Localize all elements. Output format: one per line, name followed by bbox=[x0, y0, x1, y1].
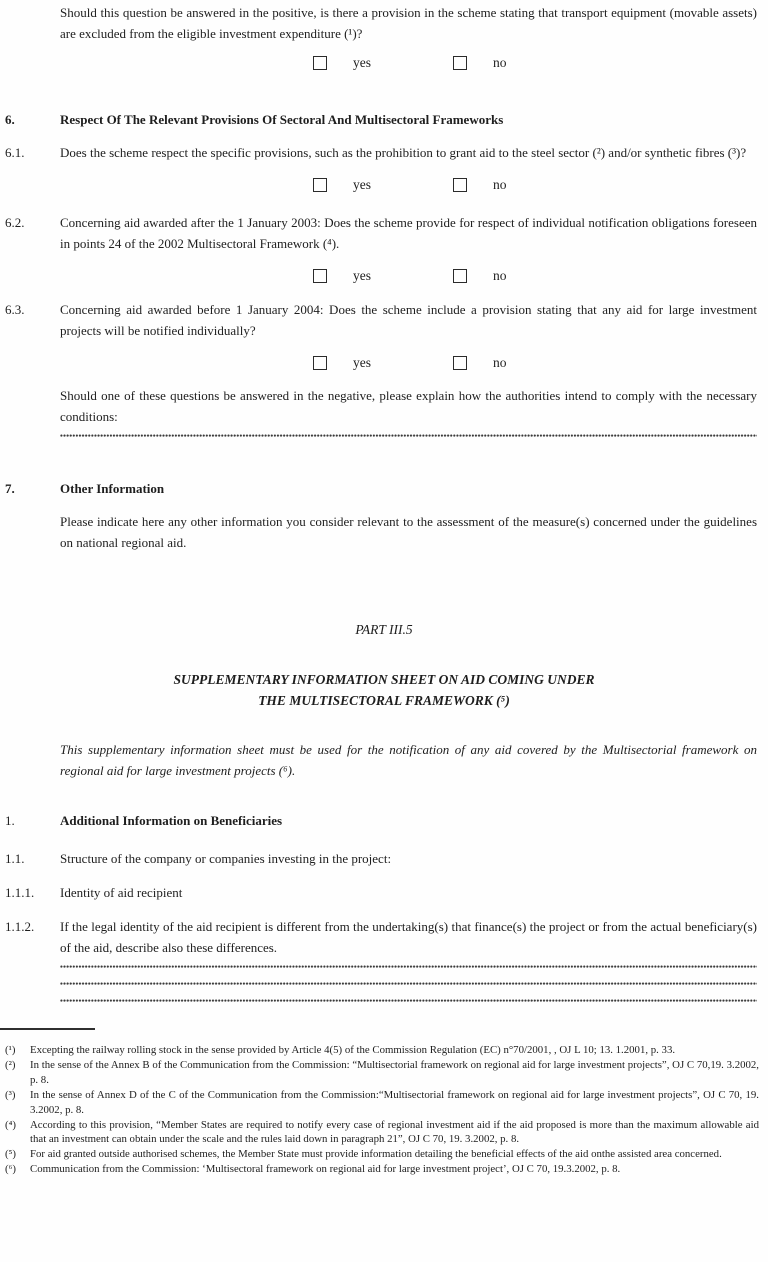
supplementary-title-line1: SUPPLEMENTARY INFORMATION SHEET ON AID COMING UNDER bbox=[173, 672, 595, 687]
section-6-number: 6. bbox=[5, 112, 15, 127]
answer-line-wrap bbox=[0, 434, 768, 437]
checkbox-yes-label: yes bbox=[353, 55, 371, 70]
checkbox-yes-label: yes bbox=[353, 177, 371, 192]
question-6-2-number: 6.2. bbox=[5, 215, 25, 230]
question-6-1-number: 6.1. bbox=[5, 145, 25, 160]
section-7-number: 7. bbox=[5, 481, 15, 496]
item-1-1-1 bbox=[0, 882, 768, 903]
checkbox-no-label: no bbox=[493, 268, 507, 283]
item-1-1-1-number: 1.1.1. bbox=[5, 885, 35, 900]
answer-lines-wrap bbox=[0, 965, 768, 1002]
item-1-1-2-text: If the legal identity of the aid recipient is different from the undertaking(s) that finance(s) the project or from the actual beneficiary(s) of the aid, describe also these differences. bbox=[60, 919, 757, 955]
footnote-5-marker: (⁵) bbox=[5, 1148, 16, 1161]
checkbox-no[interactable] bbox=[453, 269, 467, 283]
section-1-number: 1. bbox=[5, 813, 15, 828]
supplementary-title bbox=[0, 669, 768, 711]
footnote-3 bbox=[5, 1088, 759, 1118]
section-7-paragraph bbox=[0, 511, 768, 553]
footnote-3-text: In the sense of Annex D of the C of the Communication from the Commission:“Multisectorial framework on regional aid for large investment projects”, OJ C 70, 19. 3.2002, p. 8. bbox=[30, 1088, 759, 1116]
checkbox-yes[interactable] bbox=[313, 178, 327, 192]
item-1-1-text: Structure of the company or companies investing in the project: bbox=[60, 851, 392, 866]
footnote-separator bbox=[0, 1028, 95, 1030]
footnote-6-marker: (⁶) bbox=[5, 1163, 16, 1176]
dotted-answer-line[interactable] bbox=[60, 999, 757, 1002]
checkbox-yes-label: yes bbox=[353, 355, 371, 370]
section-7-text: Please indicate here any other information you consider relevant to the assessment of the measure(s) concerned under the guidelines on national regional aid. bbox=[60, 514, 757, 550]
checkbox-yes[interactable] bbox=[313, 269, 327, 283]
footnote-4 bbox=[5, 1118, 759, 1148]
footnote-1-text: Excepting the railway rolling stock in the sense provided by Article 4(5) of the Commission Regulation (EC) n°70/2001, , OJ L 10; 13. 1.2001, p. 33. bbox=[30, 1044, 676, 1056]
item-1-1 bbox=[0, 848, 768, 869]
section-1-title: Additional Information on Beneficiaries bbox=[60, 813, 283, 828]
question-6-2 bbox=[0, 212, 768, 254]
footnote-1 bbox=[5, 1043, 759, 1058]
footnote-5-text: For aid granted outside authorised schemes, the Member State must provide information detailing the beneficial effects of the aid onthe assisted area concerned. bbox=[30, 1148, 722, 1161]
section-6-heading-row bbox=[0, 109, 768, 130]
yes-no-row-6-2 bbox=[0, 268, 768, 283]
footnotes bbox=[0, 1043, 768, 1177]
footnote-4-text: According to this provision, “Member States are required to notify every case of regional investment aid if the aid proposed is more than the maximum allowable aid that an investment can obtain under the scale and the rules laid down in paragraph 21”, OJ C 70, 19. 3.2002, p. 8. bbox=[30, 1118, 759, 1146]
yes-no-row-intro bbox=[0, 55, 768, 70]
footnote-3-marker: (³) bbox=[5, 1088, 16, 1101]
checkbox-no[interactable] bbox=[453, 356, 467, 370]
section-6-title: Respect Of The Relevant Provisions Of Sectoral And Multisectoral Frameworks bbox=[60, 112, 504, 127]
item-1-1-1-text: Identity of aid recipient bbox=[60, 885, 183, 900]
section-7-title: Other Information bbox=[60, 481, 165, 496]
yes-no-row-6-3 bbox=[0, 355, 768, 370]
footnote-2-marker: (²) bbox=[5, 1058, 16, 1071]
section-7-heading-row bbox=[0, 478, 768, 499]
footnote-6 bbox=[5, 1162, 759, 1177]
checkbox-no-label: no bbox=[493, 55, 507, 70]
footnote-2-text: In the sense of the Annex B of the Communication from the Commission: “Multisectorial framework on regional aid for large investment projects”, OJ C 70,19. 3.2002, p. 8. bbox=[30, 1058, 759, 1086]
footnote-2 bbox=[5, 1058, 759, 1088]
checkbox-no-label: no bbox=[493, 355, 507, 370]
part-heading: PART III.5 bbox=[355, 622, 413, 637]
checkbox-yes[interactable] bbox=[313, 356, 327, 370]
item-1-1-number: 1.1. bbox=[5, 851, 25, 866]
dotted-answer-line[interactable] bbox=[60, 965, 757, 968]
question-6-3-text: Concerning aid awarded before 1 January 2004: Does the scheme include a provision stating that any aid for large investment projects will be notified individually? bbox=[60, 302, 757, 338]
yes-no-row-6-1 bbox=[0, 177, 768, 192]
footnote-6-text: Communication from the Commission: ‘Multisectoral framework on regional aid for large investment project’, OJ C 70, 19.3.2002, p. 8. bbox=[30, 1163, 621, 1176]
question-6-1 bbox=[0, 142, 768, 163]
question-6-2-text: Concerning aid awarded after the 1 January 2003: Does the scheme provide for respect of individual notification obligations foreseen in points 24 of the 2002 Multisectoral Framework (⁴). bbox=[60, 215, 757, 251]
footnote-5 bbox=[5, 1147, 759, 1162]
checkbox-yes[interactable] bbox=[313, 56, 327, 70]
checkbox-no[interactable] bbox=[453, 56, 467, 70]
negative-note-text: Should one of these questions be answered in the negative, please explain how the authorities intend to comply with the necessary conditions: bbox=[60, 388, 757, 424]
part-intro-paragraph bbox=[0, 739, 768, 781]
part-intro-text: This supplementary information sheet must be used for the notification of any aid covered by the Multisectorial framework on regional aid for large investment projects (⁶). bbox=[60, 742, 757, 778]
dotted-answer-line[interactable] bbox=[60, 982, 757, 985]
question-6-3 bbox=[0, 299, 768, 341]
footnote-4-marker: (⁴) bbox=[5, 1118, 16, 1131]
intro-question bbox=[0, 2, 768, 44]
item-1-1-2-number: 1.1.2. bbox=[5, 919, 35, 934]
checkbox-yes-label: yes bbox=[353, 268, 371, 283]
negative-note bbox=[0, 385, 768, 427]
supplementary-title-line2: THE MULTISECTORAL FRAMEWORK (⁵) bbox=[258, 693, 510, 708]
dotted-answer-line[interactable] bbox=[60, 434, 757, 437]
checkbox-no[interactable] bbox=[453, 178, 467, 192]
section-1-heading-row bbox=[0, 810, 768, 831]
question-6-1-text: Does the scheme respect the specific provisions, such as the prohibition to grant aid to the steel sector (²) and/or synthetic fibres (³)? bbox=[60, 145, 747, 160]
footnote-1-marker: (¹) bbox=[5, 1044, 16, 1056]
question-6-3-number: 6.3. bbox=[5, 302, 25, 317]
checkbox-no-label: no bbox=[493, 177, 507, 192]
intro-question-text: Should this question be answered in the positive, is there a provision in the scheme stating that transport equipment (movable assets) are excluded from the eligible investment expenditure (¹)? bbox=[60, 5, 757, 41]
item-1-1-2 bbox=[0, 916, 768, 958]
